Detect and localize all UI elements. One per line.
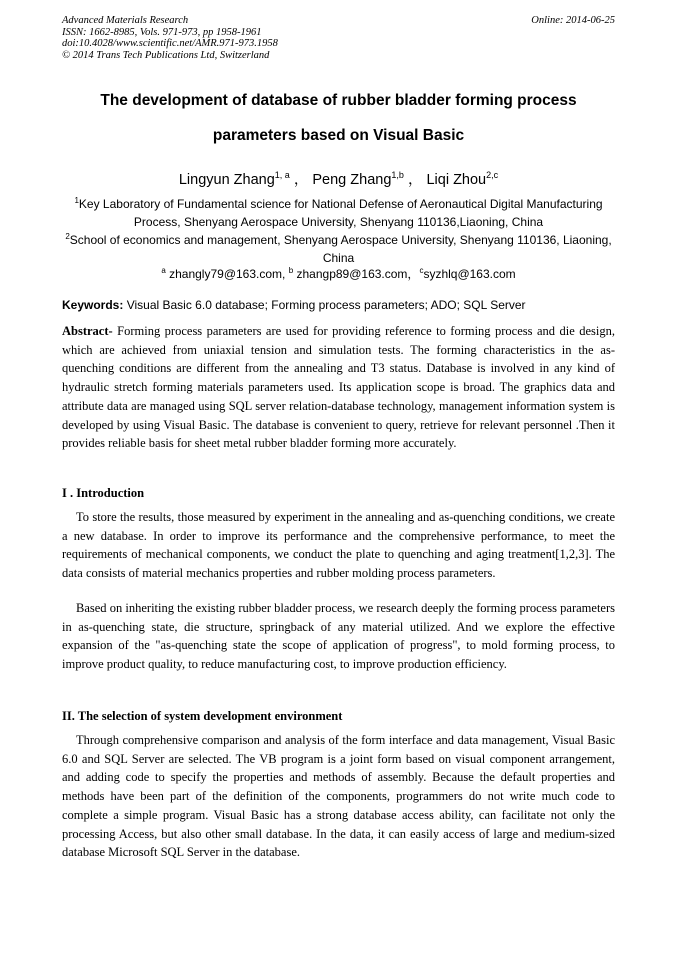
affiliation-sup: 1 — [74, 196, 79, 205]
paragraph-text: Based on inheriting the existing rubber bladder process, we research deeply the forming process parameters in as-quenching state, die structure, springback of any material utilized. And we explore the effective expansion of the "as-quenching state the scope of application of progress", to mold forming process, to improve product quality, to reduce manufacturing cost, to improve production efficiency. — [62, 601, 615, 672]
author-sup: 1,b — [391, 170, 404, 180]
email-sup: a — [161, 266, 166, 275]
keywords-text: Visual Basic 6.0 database; Forming process parameters; ADO; SQL Server — [126, 298, 526, 312]
paragraph — [62, 508, 615, 583]
doi-line: doi:10.4028/www.scientific.net/AMR.971-973.1958 — [62, 38, 278, 49]
journal-name: Advanced Materials Research — [62, 15, 189, 26]
author-name: Liqi Zhou — [426, 172, 487, 188]
affiliation-sup: 2 — [65, 232, 70, 241]
author-name: Lingyun Zhang — [178, 172, 275, 188]
email-link[interactable]: syzhlq@163.com — [423, 267, 516, 281]
paper-title-line-2: parameters based on Visual Basic — [212, 127, 465, 144]
affiliation-2 — [62, 231, 615, 267]
paper-title-line-1: The development of database of rubber bladder forming process — [100, 92, 577, 109]
affiliation-text: Key Laboratory of Fundamental science for National Defense of Aeronautical Digital Manufacturing Process, Shenyang Aerospace University, Shenyang 110136,Liaoning, China — [78, 197, 603, 229]
author-sup: 2,c — [486, 170, 499, 180]
keywords-label: Keywords: — [62, 298, 124, 312]
online-date: Online: 2014-06-25 — [531, 15, 615, 26]
email-link[interactable]: zhangp89@163.com， — [296, 267, 420, 281]
author-name: Peng Zhang — [312, 172, 392, 188]
author-list — [62, 168, 615, 189]
author-sup: 1, a — [274, 170, 290, 180]
paragraph — [62, 599, 615, 674]
section-heading: II. The selection of system development environment — [62, 709, 343, 723]
author-separator: ， — [293, 172, 309, 188]
affiliation-text: School of economics and management, Shenyang Aerospace University, Shenyang 110136, Liaoning, China — [69, 233, 612, 265]
issn-line: ISSN: 1662-8985, Vols. 971-973, pp 1958-1961 — [62, 26, 262, 38]
affiliation-1 — [62, 195, 615, 231]
paragraph — [62, 731, 615, 862]
abstract-label: Abstract- — [62, 324, 113, 338]
copyright-line: © 2014 Trans Tech Publications Ltd, Switzerland — [62, 49, 270, 61]
paragraph-text: Through comprehensive comparison and analysis of the form interface and data management, Visual Basic 6.0 and SQL Server are selected. The VB program is a joint form based on visual component arrangement, and adding code to specify the properties and methods of assembly. Because the default properties and methods have been part of the definition of the components, programmers do not write much code to complete a simple program. Visual Basic has a strong database access ability, can facilitate not only the processing Access, but also other small database. In the data, it can easily access of large and medium-sized database Microsoft SQL Server in the database. — [62, 733, 615, 860]
email-sup: b — [288, 266, 294, 275]
author-emails — [62, 265, 615, 283]
email-link[interactable]: zhangly79@163.com, — [169, 267, 286, 281]
paragraph-text: To store the results, those measured by experiment in the annealing and as-quenching conditions, we create a new database. In order to improve its performance and the comprehensive performance, to meet the requirements of mechanical components, we conduct the plate to quenching and aging treatment[1,2,3]. The data consists of material mechanics properties and rubber molding process parameters. — [62, 510, 615, 581]
email-sup: c — [419, 266, 424, 275]
abstract — [62, 322, 615, 453]
journal-header — [62, 15, 615, 61]
author-separator: ， — [407, 172, 423, 188]
keywords — [62, 298, 615, 312]
abstract-text: Forming process parameters are used for providing reference to forming process and die design, which are achieved from uniaxial tension and simulation tests. The forming characteristics in the as-quenching conditions are different from the annealing and T3 status. Database is involved in any kind of hydraulic stretch forming materials parameters used. Its application scope is broad. The graphics data and attribute data are managed using SQL server relation-database technology, management information system is developed by using Visual Basic. The database is convenient to query, retrieve for relevant personnel .Then it provides reliable basis for sheet metal rubber bladder forming more accurately. — [62, 324, 615, 451]
section-heading: I . Introduction — [62, 486, 145, 500]
